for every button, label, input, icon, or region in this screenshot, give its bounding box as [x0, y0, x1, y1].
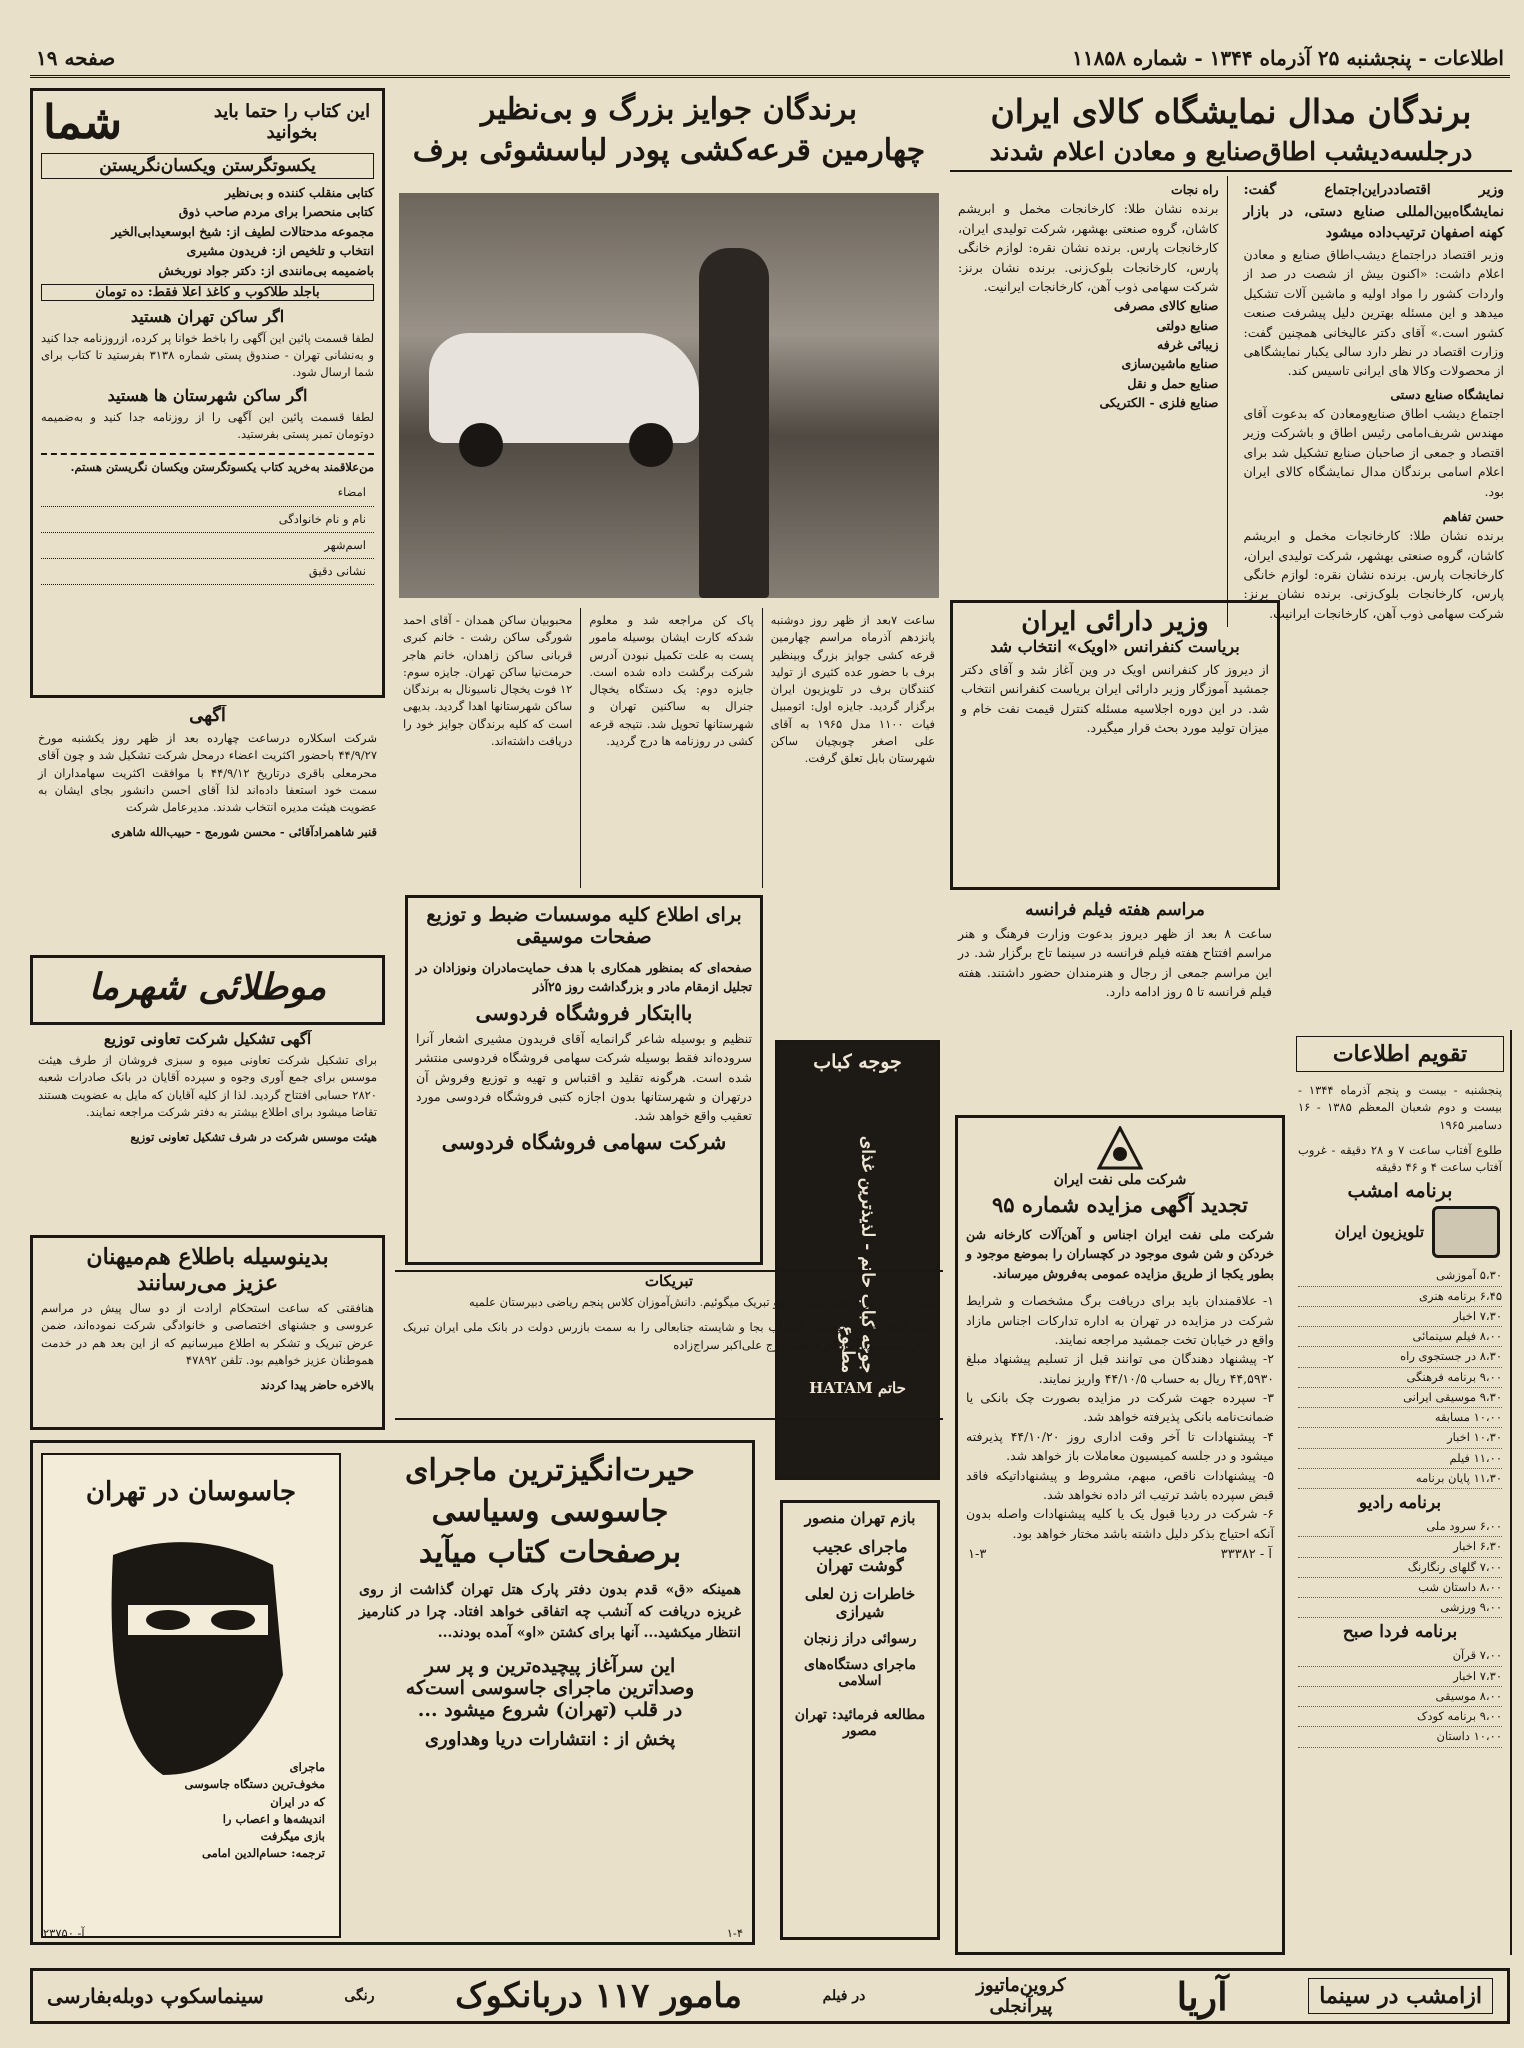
cover-line: که در ایران [270, 1794, 325, 1809]
prizes-col-c: محبوبیان ساکن همدان - آقای احمد شورگی ساکن رشت - خانم کبری قربانی ساکن زاهدان، خانم هاجر حرمت‌نیا ساکن تهران. جایزه سوم: ۱۲ فوت یخچال ناسیونال به برندگان ساکن شهرستانها اهدا گردید. بدیهی است که کلیه برندگان جوایز خود را دریافت داشته‌اند. [402, 613, 573, 748]
form-field[interactable]: نشانی دقیق [41, 559, 374, 585]
jujeh-title: جوجه کباب [813, 1051, 902, 1073]
schedule-item: ۹،۰۰ برنامه کودک [1298, 1707, 1502, 1727]
meat-line: ماجرای دستگاه‌های اسلامی [804, 1657, 916, 1689]
cover-line: اندیشه‌ها و اعصاب را [222, 1811, 325, 1826]
tabrik-title: تبریکات [644, 1272, 694, 1290]
book-bullet: کتابی منقلب کننده و بی‌نظیر [225, 185, 374, 200]
congratulations [395, 1270, 943, 1420]
book-ad-title: شما [43, 95, 123, 149]
schedule-item: ۸،۰۰ داستان شب [1298, 1578, 1502, 1598]
spy-text [351, 1453, 749, 1938]
book-ad [30, 88, 385, 698]
spy-title-3: برصفحات کتاب میآید [418, 1535, 682, 1570]
oil-num: ۱-۳ [968, 1547, 987, 1562]
winner-photo [399, 193, 939, 598]
winner-figure [699, 248, 769, 598]
notice-sign: قنبر شاهمرادآقائی - محسن شورمج - حبیب‌الله شاهری [111, 825, 377, 840]
book-ad-line1: این کتاب را حتما باید بخوانید [213, 101, 371, 143]
program-title: برنامه امشب [1347, 1180, 1453, 1203]
schedule-item: ۹،۰۰ برنامه فرهنگی [1298, 1368, 1502, 1388]
cinema-format: سینماسکوپ دوبله‌بفارسی [47, 1984, 264, 2008]
oil-term: ۲- پیشنهاد دهندگان می توانند قبل از تسلیم پیشنهاد مبلغ ۴۴,۵۹۳۰ ریال به حساب ۴۴/۱۰/۵ واریز نمایند. [966, 1351, 1274, 1386]
car-wheel-icon [629, 423, 673, 467]
spy-mid: در قلب (تهران) شروع میشود ... [417, 1699, 683, 1722]
schedule-item: ۶،۳۰ اخبار [1298, 1537, 1502, 1557]
thanks-title-2: عزیز می‌رسانند [136, 1270, 279, 1296]
meat-line: رسوائی دراز زنجان [803, 1631, 917, 1647]
medals-section: صنایع حمل و نقل [1127, 375, 1219, 391]
medals-title: برندگان مدال نمایشگاه کالای ایران [990, 92, 1472, 131]
schedule-item: ۷،۳۰ اخبار [1298, 1307, 1502, 1327]
medals-body-3: اجتماع دیشب اطاق صنایع‌ومعادن که بدعوت آقای مهندس شریف‌امامی رئیس اطاق و باشرکت وزیر اقتصاد و جمعی از صاحبان صنایع تشکیل شد برای اعلام اسامی برندگان مدال نمایشگاه کالای ایران بود. [1243, 406, 1504, 499]
cinema-tonight: ازامشب در سینما [1308, 1978, 1493, 2014]
cover-line: ماجرای [289, 1760, 325, 1774]
order-form: من‌علاقمند به‌خرید کتاب یکسوتگرستن ویکسان نگریستن هستم. [70, 460, 374, 475]
cover-line: بازی میگرفت [260, 1829, 325, 1843]
cinema-label: در فیلم [822, 1988, 866, 2004]
coop-sign: هیئت موسس شرکت در شرف تشکیل تعاونی توزیع [130, 1130, 377, 1144]
radio-schedule [1290, 1513, 1510, 1622]
thanks-body: هنافقتی که ساعت استحکام ارادت از دو سال پیش در مراسم عروسی و جشنهای اختصاصی و خانوادگی شرکت نموده‌اند، ضمن عرض تبریک و تشکر به اطلاع میرسانیم که از این بعد هم در خدمت هموطنان عزیز خواهیم بود. تلفن ۴۷۸۹۲ [41, 1301, 374, 1367]
book-bullet: باضمیمه بی‌مانندی از: دکتر جواد نوربخش [158, 262, 374, 278]
city-heading: اگر ساکن شهرستان ها هستید [107, 385, 308, 405]
medals-section: صنایع کالای مصرفی [1113, 298, 1219, 314]
book-bullets [33, 179, 382, 284]
book-bullet: انتخاب و تلخیص از: فریدون مشیری [186, 243, 374, 259]
prizes-col-a: ساعت ۷بعد از ظهر روز دوشنبه پانزدهم آذرماه مراسم چهارمین قرعه کشی جوایز بزرگ وبینظیر برف با حضور عده کثیری از تولید کنندگان برف در تلویزیون ایران برگزار گردید. جایزه اول: اتومبیل فیات ۱۱۰۰ مدل ۱۹۶۵ به آقای علی اصغر چوبچیان ساکن شهرستان بابل تعلق گرفت. [770, 613, 936, 765]
prizes-columns [395, 608, 943, 888]
tomorrow-title: برنامه فردا صبح [1342, 1622, 1458, 1643]
spy-publisher: پخش از : انتشارات دریا وهداوری [424, 1729, 676, 1751]
music-title: برای اطلاع کلیه موسسات ضبط و توزیع صفحات موسیقی [426, 904, 742, 948]
thanks-notice [30, 1235, 385, 1430]
schedule-item: ۱۱،۰۰ فیلم [1298, 1449, 1502, 1469]
tabrik-item: جناب آقای حسین یوسفی: انتصاب بجا و شایسته جنابعالی را به سمت بازرس دولت در بانک ملی ایران تبریک عرض مینمائیم. آموزگار فرهنگ کرج علی‌اکبر سراج‌زاده [403, 1320, 935, 1352]
spy-title-2: جاسوسی وسیاسی [431, 1494, 669, 1529]
cinema-ad [30, 1968, 1510, 2024]
schedule-item: ۱۰،۰۰ داستان [1298, 1727, 1502, 1747]
tv-guide-title: تقویم اطلاعات [1296, 1036, 1504, 1072]
schedule-item: ۷،۳۰ اخبار [1298, 1667, 1502, 1687]
medals-section: صنایع ماشین‌سازی [1121, 356, 1219, 372]
thanks-sign: بالاخره حاضر پیدا کردند [260, 1378, 374, 1392]
medals-intro: وزیر اقتصاددراین‌اجتماع گفت: نمایشگاه‌بین‌المللی صنایع دستی، در بازار کهنه اصفهان ترتیب‌داده میشود [1243, 182, 1504, 242]
oil-body: شرکت ملی نفت ایران اجناس و آهن‌آلات کارخانه شن خردکن و شن شوی موجود در کچساران را بموضع موجود و بطور یکجا از طریق مزایده عمومی به‌فروش میرساند. [966, 1227, 1274, 1281]
schedule-item: ۸،۰۰ فیلم سینمائی [1298, 1327, 1502, 1347]
music-body-2: تنظیم و بوسیله شاعر گرانمایه آقای فریدون مشیری اشعار آنرا سروده‌اند فقط بوسیله شرکت سهامی فروشگاه فردوسی منتشر شده است. هرگونه تقلید و اقتباس و تهیه و توزیع وفروش آن درتهران و شهرستانها بدون اجازه کتبی فروشگاه فردوسی مورد تعقیب واقع خواهد شد. [416, 1030, 752, 1124]
medals-signature: حسن تفاهم [1442, 508, 1504, 524]
oil-company-logo-icon [1097, 1126, 1143, 1172]
oil-term: ۵- پیشنهادات ناقص، مبهم، مشروط و پیشنهاداتیکه فاقد قبض سپرده باشد ترتیب اثر داده نخواهد شد. [966, 1467, 1274, 1502]
form-field[interactable]: اسم‌شهر [41, 533, 374, 559]
prizes-col-b: پاک کن مراجعه شد و معلوم شدکه کارت ایشان بوسیله مامور پست به علت تکمیل نبودن آدرس شرکت برگشت داده شده است. جایزه دوم: یک دستگاه یخچال جنرال به ساکنین تهران و شهرستانها تحویل شد. نتیجه قرعه کشی در روزنامه ها درج گردید. [580, 608, 762, 888]
schedule-item: ۱۰،۰۰ مسابقه [1298, 1408, 1502, 1428]
tehran-mosavar-ad [780, 1500, 940, 1940]
medals-section: صنایع دولتی [1156, 317, 1219, 333]
spy-code-1: ۱-۴ [726, 1926, 743, 1940]
notice-title: آگهی [189, 705, 226, 726]
page-header [30, 40, 1510, 78]
schedule-item: ۶،۰۰ سرود ملی [1298, 1517, 1502, 1537]
oil-term: ۱- علاقمندان باید برای دریافت برگ مشخصات و شرایط شرکت در مزایده در تهران به اداره تدارکات اجناس مازاد واقع در خیابان تخت جمشید مراجعه نمایند. [966, 1293, 1274, 1347]
schedule-item: ۹،۳۰ موسیقی ایرانی [1298, 1388, 1502, 1408]
spy-title-1: حیرت‌انگیزترین ماجرای [405, 1453, 695, 1488]
cover-line: مخوف‌ترین دستگاه جاسوسی [184, 1777, 325, 1792]
newspaper-dateline: اطلاعات - پنجشنبه ۲۵ آذرماه ۱۳۴۴ - شماره ۱۱۸۵۸ [1072, 45, 1504, 70]
medals-body: برنده نشان طلا: کارخانجات مخمل و ابریشم کاشان، گروه صنعتی بهشهر، شرکت تولیدی ایران، کارخانجات پارس. برنده نشان نقره: لوازم خانگی پارس، کارخانجات بلوک‌زنی. برنده نشان برنز: شرکت سهامی ذوب آهن، کارخانجات ایرانیت. [958, 201, 1219, 294]
oil-terms [958, 1287, 1282, 1547]
cover-title: جاسوسان در تهران [85, 1477, 297, 1507]
cover-author: ترجمه: حسام‌الدین امامی [201, 1846, 325, 1861]
book-bullet: مجموعه مدحتالات لطیف از: شیخ ابوسعیدابی‌الخیر [111, 223, 374, 239]
cinema-color: رنگی [344, 1988, 375, 2004]
film-week-body: ساعت ۸ بعد از ظهر دیروز بدعوت وزارت فرهنگ و هنر مراسم افتتاح هفته فیلم فرانسه در سینما تاج برگزار شد. در این مراسم جمعی از رجال و هنرمندان حضور داشتند. هفته فیلم فرانسه تا ۵ روز ادامه دارد. [958, 926, 1272, 1000]
moutaei-logo [30, 955, 385, 1025]
thanks-title-1: بدینوسیله باطلاع هم‌میهنان [86, 1244, 329, 1270]
oil-title: تجدید آگهی مزایده شماره ۹۵ [992, 1192, 1248, 1217]
spy-mid: وصداترین ماجرای جاسوسی است‌که [405, 1677, 695, 1700]
music-notice [405, 895, 763, 1265]
tv-guide [1290, 1030, 1512, 1955]
oil-company: شرکت ملی نفت ایران [1053, 1172, 1187, 1188]
tv-label: تلویزیون ایران [1334, 1223, 1424, 1242]
tv-guide-date: پنجشنبه - بیست و پنجم آذرماه ۱۳۴۴ - بیست و دوم شعبان المعظم ۱۳۸۵ - ۱۶ دسامبر ۱۹۶۵ [1298, 1083, 1503, 1132]
notice-body: شرکت اسکلاره درساعت چهارده بعد از ظهر روز یکشنبه مورخ ۴۴/۹/۲۷ باحضور اکثریت اعضاء درمحل شرکت تشکیل شد و چون آقای محرمعلی باقری درتاریخ ۴۴/۹/۱۲ با موافقت اکثریت سهامداران از سمت خود استعفا داده‌اند لذا آقای احسن دانشور بجای ایشان به عضویت هیئت مدیره انتخاب شدند. مدیرعامل شرکت [38, 731, 378, 814]
tv-schedule [1290, 1262, 1510, 1493]
spy-code-2: آ- ۲۳۷۵۰ [43, 1926, 85, 1940]
medals-section: صنایع فلزی - الکتریکی [1099, 395, 1219, 411]
spy-code [43, 1925, 743, 1942]
cinema-film: مامور ۱۱۷ دربانکوک [455, 1976, 742, 2016]
music-highlight: باابتکار فروشگاه فردوسی [475, 1000, 693, 1025]
tv-guide-sun: طلوع آفتاب ساعت ۷ و ۲۸ دقیقه - غروب آفتاب ساعت ۴ و ۴۶ دقیقه [1298, 1142, 1502, 1174]
schedule-item: ۱۱،۳۰ پایان برنامه [1298, 1469, 1502, 1489]
schedule-item: ۸،۳۰ در جستجوی راه [1298, 1347, 1502, 1367]
film-week-title: مراسم هفته فیلم فرانسه [1025, 900, 1205, 920]
spy-book-ad [30, 1440, 755, 1945]
radio-title: برنامه رادیو [1358, 1493, 1442, 1513]
medals-subtitle: درجلسه‌دیشب اطاق‌صنایع و معادن اعلام شدند [989, 137, 1473, 166]
form-field[interactable]: نام و نام خانوادگی [41, 507, 374, 533]
schedule-item: ۷،۰۰ گلهای رنگارنگ [1298, 1558, 1502, 1578]
finance-article [950, 600, 1280, 890]
music-body-1: صفحه‌ای که بمنظور همکاری با هدف حمایت‌مادران ونوزادان در تجلیل ازمقام مادر و بزرگداشت روز ۲۵آذر [416, 960, 752, 995]
schedule-item: ۷،۰۰ قرآن [1298, 1646, 1502, 1666]
medals-body: وزیر اقتصاد دراجتماع دیشب‌اطاق صنایع و معادن اعلام داشت: «اکنون بیش از شصت در صد از واردات کشور را مواد اولیه و ماشین آلات تشکیل میدهد و این مسئله بهترین دلیل پیشرفت صنعت کشور است.» آقای دکتر عالیخانی همچنین گفت: وزارت اقتصاد در نظر دارد سالی یکبار نمایشگاهی از محصولات وکالا های ایرانی تاسیس کند. [1243, 247, 1504, 379]
jujeh-text: جوجه کباب حاتم - لذیذترین غذای مطبوع [837, 1135, 878, 1373]
form-field[interactable]: امضاء [41, 480, 374, 506]
schedule-item: ۵،۳۰ آموزشی [1298, 1266, 1502, 1286]
music-sign: شرکت سهامی فروشگاه فردوسی [441, 1129, 727, 1154]
schedule-item: ۹،۰۰ ورزشی [1298, 1598, 1502, 1618]
oil-tender-ad [955, 1115, 1285, 1955]
schedule-item: ۶،۴۵ برنامه هنری [1298, 1287, 1502, 1307]
jujeh-brand: حاتم HATAM [809, 1379, 906, 1397]
medals-section: راه نجات [1170, 182, 1219, 197]
oil-term: ۴- پیشنهادات تا آخر وقت اداری روز ۴۴/۱۰/۲۰ پذیرفته میشود و در جلسه کمیسیون معاملات باز خواهد شد. [966, 1428, 1274, 1464]
coop-title: آگهی تشکیل شرکت تعاونی توزیع [103, 1030, 312, 1048]
schedule-item: ۱۰،۳۰ اخبار [1298, 1428, 1502, 1448]
book-cover [41, 1453, 341, 1938]
city-text: لطفا قسمت پائین این آگهی را از روزنامه جدا کنید و به‌ضمیمه دوتومان تمبر پستی بفرستید. [41, 409, 374, 441]
finance-title: وزیر دارائی ایران [1021, 607, 1209, 637]
prizes-title-2: چهارمین قرعه‌کشی پودر لباسشوئی برف [412, 133, 926, 168]
medals-body-2: برنده نشان طلا: کارخانجات مخمل و ابریشم کاشان، گروه صنعتی بهشهر، شرکت تولیدی ایران، کارخانجات پارس. برنده نشان نقره: لوازم خانگی پارس، کارخانجات بلوک‌زنی. برنده نشان برنز: شرکت سهامی ذوب آهن، کارخانجات ایرانیت. [1243, 528, 1504, 621]
cinema-name: آریا [1176, 1973, 1228, 2019]
spy-face-icon [73, 1535, 313, 1785]
oil-code: آ - ۳۳۳۸۲ [1220, 1547, 1272, 1562]
spy-body: همینکه «ق» قدم بدون دفتر پارک هتل تهران گذاشت از روی غریزه دریافت که آنشب چه اتفاقی خواهد افتاد. چرا در کنارمیز انتظار میکشید... آنها برای کشتن «او» آمده بودند... [359, 1582, 741, 1642]
oil-term: ۶- شرکت در ردیا قبول یک یا کلیه پیشنهادات واصله بدون آنکه احتیاج بذکر دلیل داشته باشد مختار خواهد بود. [966, 1506, 1274, 1541]
finance-subtitle: بریاست کنفرانس «اویک» انتخاب شد [990, 637, 1240, 656]
cinema-stars: کروین‌ماتیوز پیرآنجلی [976, 1975, 1066, 2017]
prizes-article [395, 88, 943, 608]
book-name: یکسوتگرستن ویکسان‌نگریستن [41, 153, 374, 179]
book-price: باجلد طلاکوب و کاغذ اعلا فقط: ده تومان [41, 284, 374, 301]
meat-line: ماجرای عجیب گوشت تهران [812, 1537, 908, 1575]
finance-body: از دیروز کار کنفرانس اویک در وین آغاز شد و آقای دکتر جمشید آموزگار وزیر دارائی ایران بریاست کنفرانس انتخاب شد. در این دوره اجلاسیه مسئله کنترل قیمت نفت خام و میزان تولید مورد بحث قرار میگیرد. [961, 662, 1269, 736]
oil-term: ۳- سپرده جهت شرکت در مزایده بصورت چک بانکی یا ضمانت‌نامه بانکی پذیرفته خواهد شد. [966, 1390, 1274, 1425]
cover-text [117, 1755, 333, 1867]
medals-section: نمایشگاه صنایع دستی [1390, 386, 1504, 402]
prizes-title-1: برندگان جوایز بزرگ و بی‌نظیر [480, 92, 858, 127]
coop-body: برای تشکیل شرکت تعاونی میوه و سبزی فروشان از طرف هیئت موسس برای جمع آوری وجوه و سپرده آقایان در بانک صادرات شعبه ۲۸۲۰ حسابی افتتاح گردید. لذا از کلیه آقایان که مایل به عضویت هستند تقاضا میشود برای اطلاع بیشتر به دفتر شرکت مراجعه نمایند. [38, 1053, 377, 1119]
coop-notice [30, 1030, 385, 1230]
meat-bottom: مطالعه فرمائید: تهران مصور [794, 1707, 926, 1739]
tabrik-item: مادر عزیز: روز فرخنده مادر را بتو تبریک میگوئیم. دانش‌آموزان کلاس پنجم ریاضی دبیرستان علمیه [469, 1295, 935, 1309]
tehran-heading: اگر ساکن تهران هستید [130, 306, 285, 326]
tomorrow-schedule [1290, 1642, 1510, 1751]
moutaei-logo-text: موطلائی شهرما [88, 966, 327, 1008]
television-icon [1432, 1206, 1500, 1258]
medals-section: زیبائی غرفه [1157, 337, 1219, 352]
book-bullet: کتابی منحصرا برای مردم صاحب ذوق [178, 204, 374, 220]
meat-line: خاطرات زن لعلی شیرازی [804, 1585, 916, 1621]
page-number: صفحه ۱۹ [36, 45, 116, 70]
car-wheel-icon [459, 423, 503, 467]
schedule-item: ۸،۰۰ موسیقی [1298, 1687, 1502, 1707]
meat-top: بازم تهران منصور [804, 1509, 916, 1527]
tehran-text: لطفا قسمت پائین این آگهی را باخط خوانا پر کرده، ازروزنامه جدا کنید و به‌نشانی تهران - صندوق پستی شماره ۳۱۳۸ بفرستید تا کتاب برای شما ارسال شود. [41, 330, 374, 380]
spy-mid: این سرآغاز پیچیده‌ترین و پر سر [424, 1655, 676, 1678]
film-week-article [950, 900, 1280, 1100]
skalare-notice [30, 705, 385, 950]
